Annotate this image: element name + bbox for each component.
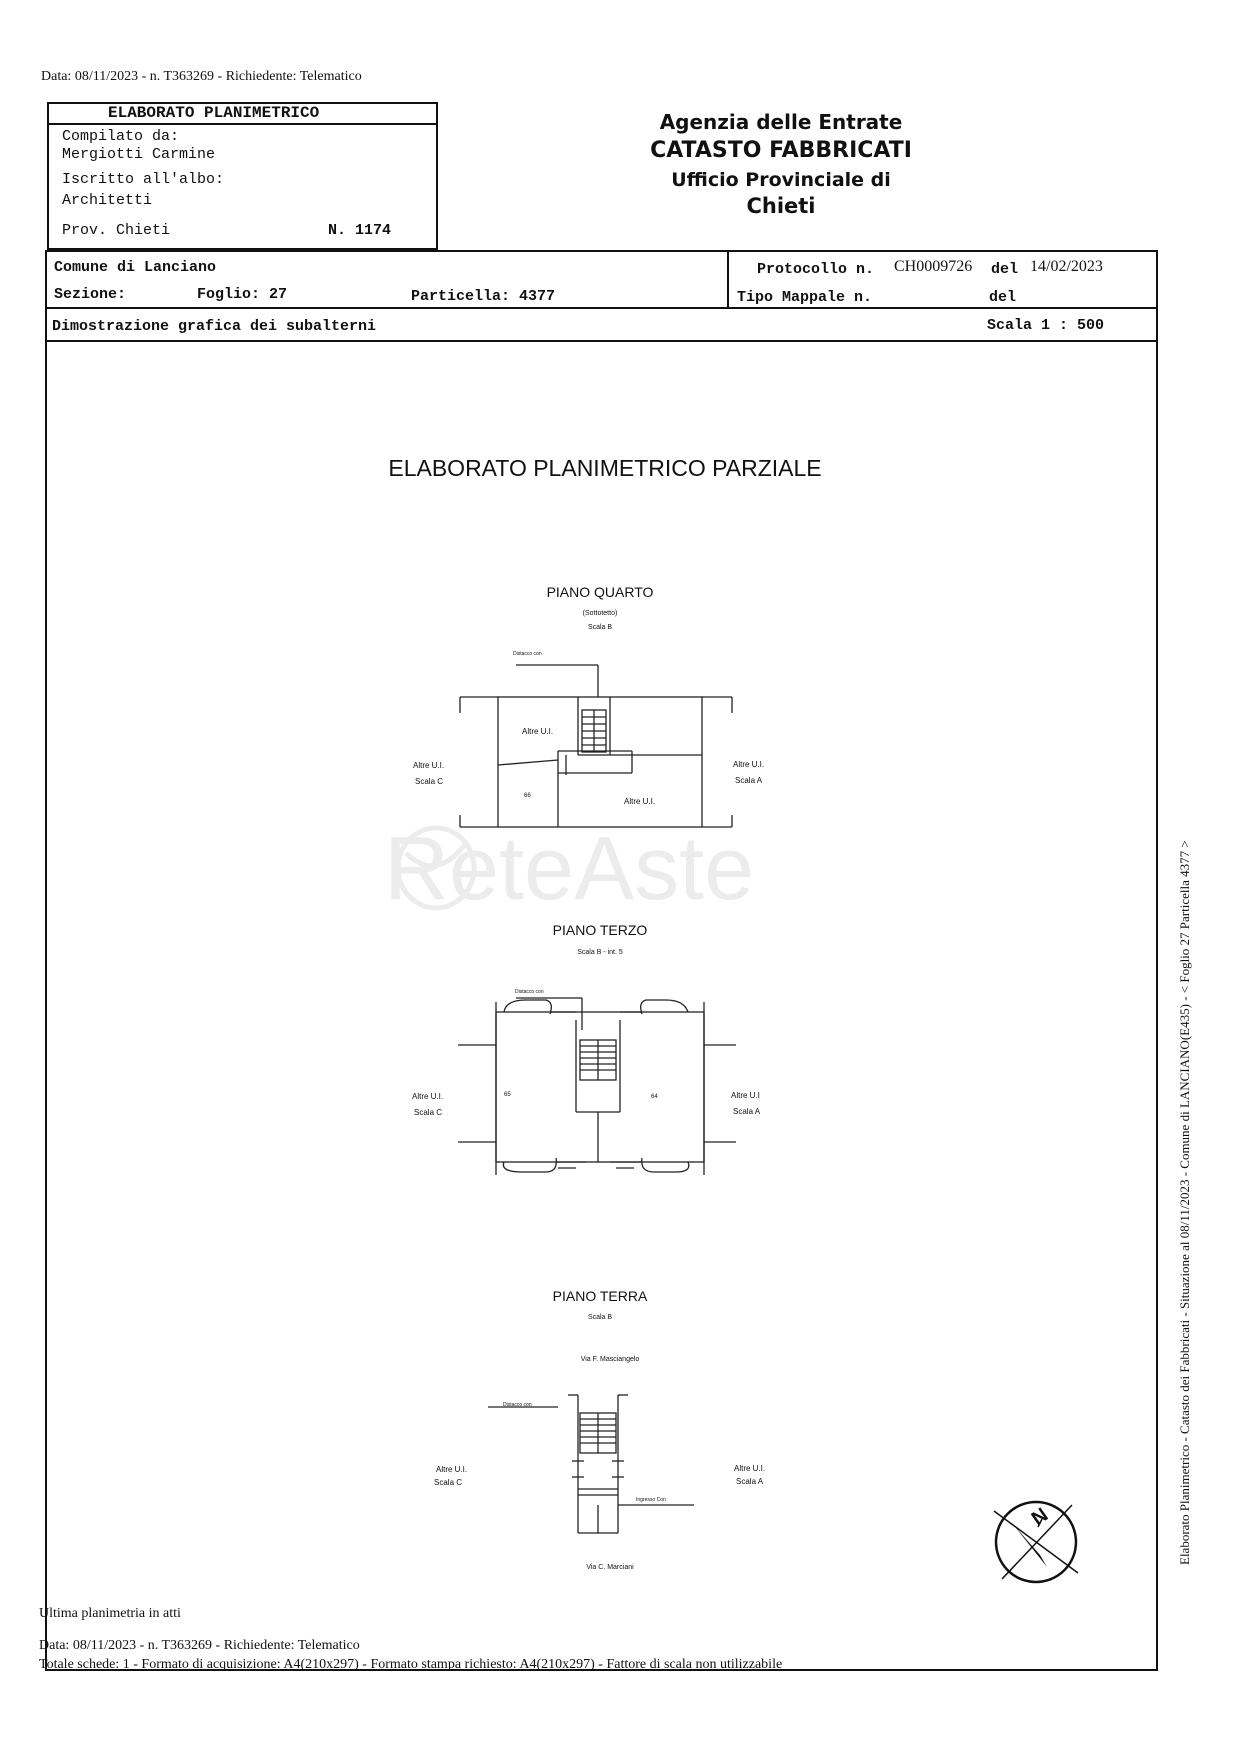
info-divider xyxy=(45,307,1158,309)
protocollo-date: 14/02/2023 xyxy=(1030,258,1103,275)
piano-terra-plan xyxy=(488,1395,708,1540)
iscritto-label: Iscritto all'albo: xyxy=(62,171,225,188)
piano-quarto-distacco-tag: Distacco con xyxy=(513,651,542,657)
piano-terra-distacco-tag: Distacco con xyxy=(503,1402,532,1408)
footer-totale: Totale schede: 1 - Formato di acquisizione: A4(210x297) - Formato stampa richiesto: A4(210x297) - Fattore di scala non utilizzabile xyxy=(39,1657,783,1672)
piano-terzo-distacco-tag: Distacco con xyxy=(515,989,544,995)
info-split xyxy=(727,250,729,307)
tipo-mappale-label: Tipo Mappale n. xyxy=(737,289,873,306)
piano-quarto-sub2: Scala B xyxy=(587,624,613,631)
ufficio-city: Chieti xyxy=(746,194,816,218)
piano-quarto-right-1: Altre U.I. xyxy=(733,760,765,769)
footer-ultima: Ultima planimetria in atti xyxy=(39,1606,181,1621)
compilato-name: Mergiotti Carmine xyxy=(62,146,216,163)
piano-terra-title: PIANO TERRA xyxy=(552,1288,648,1304)
prov-value: Prov. Chieti xyxy=(62,222,171,239)
protocollo-label: Protocollo n. xyxy=(757,261,875,278)
piano-terra-ingresso-tag: Ingresso Con xyxy=(636,1497,666,1503)
catasto-title: CATASTO FABBRICATI xyxy=(650,138,912,163)
sezione-label: Sezione: xyxy=(54,286,127,303)
piano-quarto-left-1: Altre U.I. xyxy=(413,761,445,770)
compass-letter: N xyxy=(1027,1503,1053,1531)
piano-quarto-sub-number: 66 xyxy=(524,793,531,799)
piano-quarto-label-b: Altre U.I. xyxy=(624,797,656,806)
dimostrazione-divider xyxy=(45,340,1158,342)
protocollo-del-label: del xyxy=(991,261,1019,278)
piano-terzo-sub1: Scala B - int. 5 xyxy=(577,949,623,956)
header-request-info: Data: 08/11/2023 - n. T363269 - Richiedente: Telematico xyxy=(41,69,362,84)
compilato-label: Compilato da: xyxy=(62,128,180,145)
piano-terzo-sub-64: 64 xyxy=(651,1094,658,1100)
piano-quarto-title: PIANO QUARTO xyxy=(546,584,654,600)
watermark-logo-icon xyxy=(386,823,486,913)
piano-quarto-right-2: Scala A xyxy=(735,776,763,785)
side-vertical-text: Elaborato Planimetrico - Catasto dei Fabbricati - Situazione al 08/11/2023 - Comune di LANCIANO(E435) - < Foglio 27 Particella 4377 > xyxy=(1177,840,1192,1565)
piano-terzo-plan xyxy=(466,990,736,1185)
piano-terzo-right-1: Altre U.I xyxy=(731,1091,760,1100)
street-top: Via F. Masciangelo xyxy=(580,1356,640,1363)
piano-terra-right-1: Altre U.I. xyxy=(734,1464,766,1473)
watermark-text: ReteAste xyxy=(384,819,755,919)
piano-terzo-sub-65: 65 xyxy=(504,1092,511,1098)
elaborato-title: ELABORATO PLANIMETRICO xyxy=(108,104,320,122)
piano-terra-left-2: Scala C xyxy=(434,1478,463,1487)
piano-terra-sub1: Scala B xyxy=(587,1314,613,1321)
piano-terzo-right-2: Scala A xyxy=(733,1107,761,1116)
piano-quarto-plan xyxy=(460,655,740,835)
piano-terra-left-1: Altre U.I. xyxy=(436,1465,468,1474)
scala-value: Scala 1 : 500 xyxy=(987,317,1105,334)
protocollo-value: CH0009726 xyxy=(894,258,973,275)
piano-terzo-left-2: Scala C xyxy=(414,1108,443,1117)
main-title: ELABORATO PLANIMETRICO PARZIALE xyxy=(388,455,822,481)
ufficio-label: Ufficio Provinciale di xyxy=(671,169,891,191)
piano-quarto-left-2: Scala C xyxy=(415,777,444,786)
street-bottom: Via C. Marciani xyxy=(586,1564,634,1571)
footer-data: Data: 08/11/2023 - n. T363269 - Richiedente: Telematico xyxy=(39,1638,360,1653)
particella-value: Particella: 4377 xyxy=(411,288,556,305)
elaborato-divider xyxy=(47,123,438,125)
piano-terzo-left-1: Altre U.I. xyxy=(412,1092,444,1101)
dimostrazione-label: Dimostrazione grafica dei subalterni xyxy=(52,318,377,335)
piano-terzo-title: PIANO TERZO xyxy=(552,922,648,938)
agency-name: Agenzia delle Entrate xyxy=(659,110,903,134)
tipo-mappale-del-label: del xyxy=(989,289,1017,306)
foglio-value: Foglio: 27 xyxy=(197,286,288,303)
piano-quarto-label-a: Altre U.I. xyxy=(522,727,554,736)
albo-value: Architetti xyxy=(62,192,153,209)
piano-terra-right-2: Scala A xyxy=(736,1477,764,1486)
comune-label: Comune di Lanciano xyxy=(54,259,217,276)
albo-number: N. 1174 xyxy=(328,222,392,239)
piano-quarto-sub1: (Sottotetto) xyxy=(582,610,618,617)
